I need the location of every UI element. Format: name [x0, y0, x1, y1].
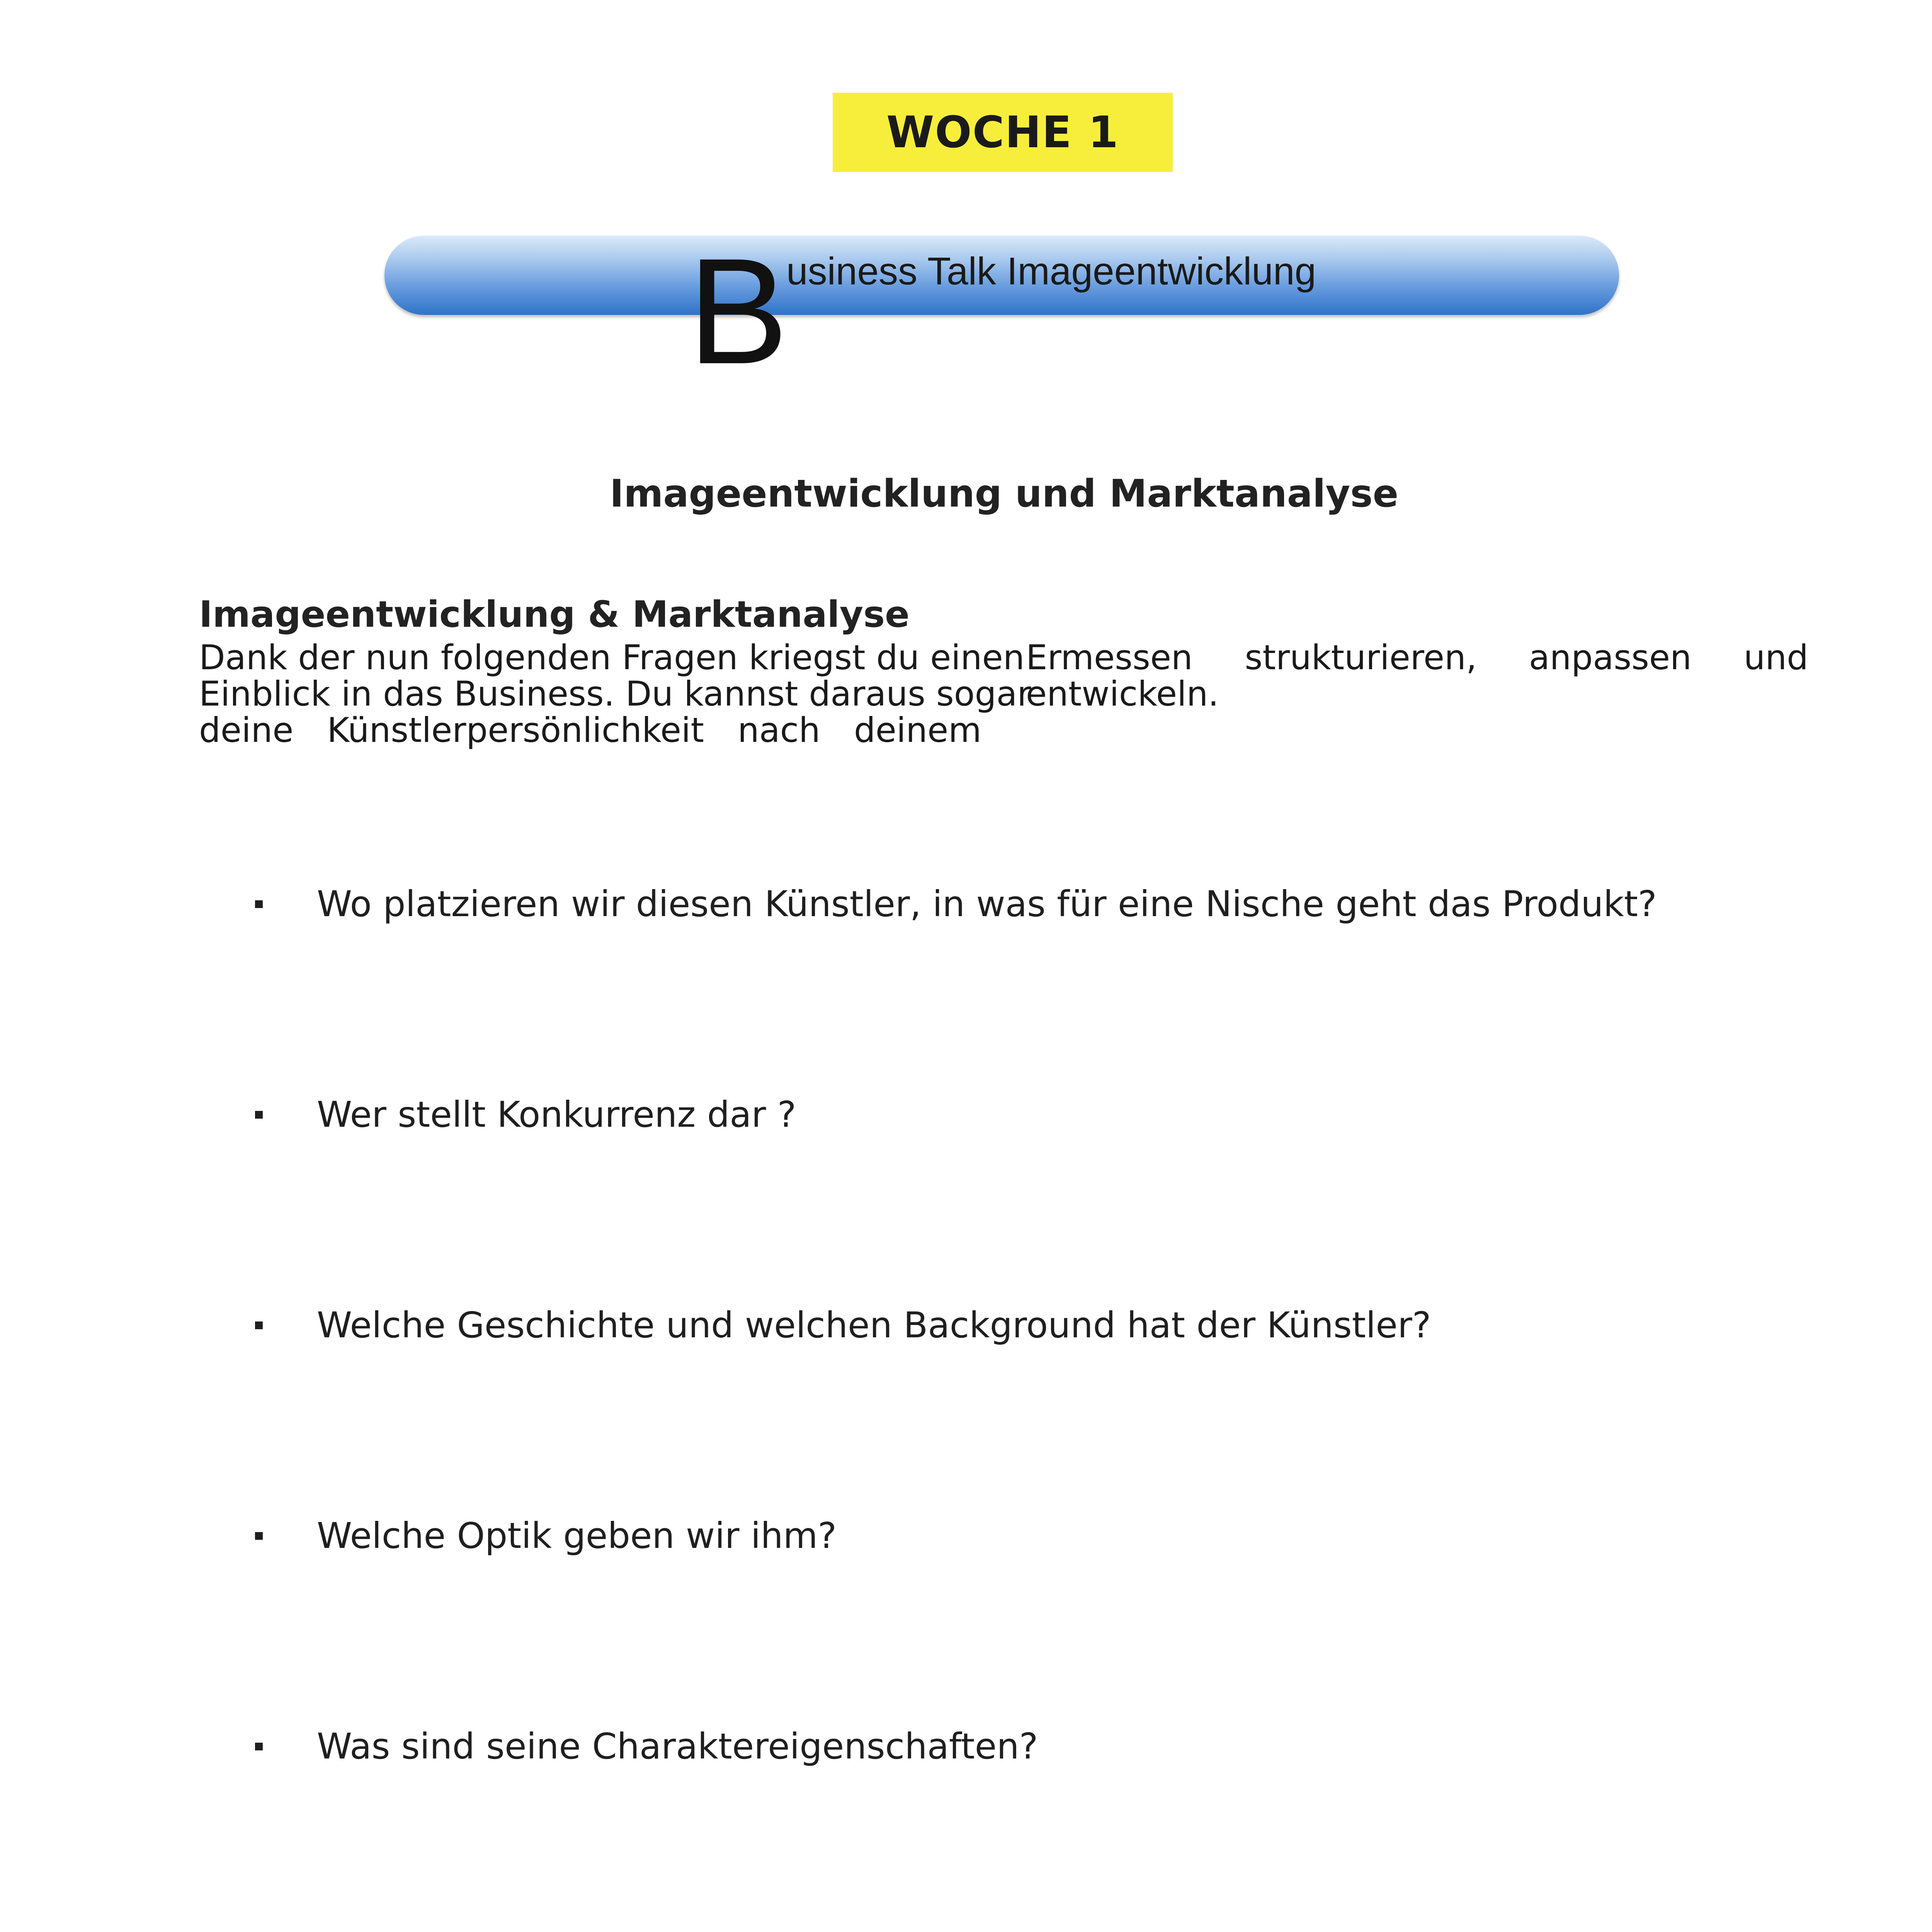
bullet-icon — [255, 1111, 263, 1119]
page-title: Imageentwicklung und Marktanalyse — [609, 472, 1399, 516]
question-text: Welche Geschichte und welchen Background hat der Künstler? — [317, 1304, 1431, 1346]
week-badge-label: WOCHE 1 — [886, 107, 1119, 158]
question-text: Wer stellt Konkurrenz dar ? — [317, 1094, 796, 1135]
question-text: Wo platzieren wir diesen Künstler, in was für eine Nische geht das Produkt? — [317, 883, 1657, 925]
intro-text-left-column — [199, 638, 1031, 750]
intro-line: Ermessen strukturieren, anpassen und — [1026, 638, 1808, 677]
question-item — [255, 1515, 837, 1557]
bullet-icon — [255, 1743, 263, 1750]
chapter-title-initial: B — [688, 227, 789, 395]
question-item — [255, 883, 1657, 925]
intro-line: Dank der nun folgenden Fragen kriegst du einen — [199, 638, 1025, 677]
question-item — [255, 1094, 796, 1136]
bullet-icon — [255, 1532, 263, 1540]
question-item — [255, 1725, 1038, 1768]
intro-line: entwickeln. — [1026, 674, 1219, 714]
intro-line: deine Künstlerpersönlichkeit nach deinem — [199, 710, 981, 750]
intro-line: Einblick in das Business. Du kannst daraus sogar — [199, 674, 1031, 714]
section-heading: Imageentwicklung & Marktanalyse — [199, 594, 910, 636]
question-text: Welche Optik geben wir ihm? — [317, 1515, 837, 1556]
week-badge — [833, 93, 1173, 172]
bullet-icon — [255, 900, 263, 908]
chapter-title-text: usiness Talk Imageentwicklung — [786, 250, 1316, 293]
question-text: Was sind seine Charaktereigenschaften? — [317, 1726, 1038, 1767]
bullet-icon — [255, 1321, 263, 1329]
intro-text-right-column — [1026, 639, 1808, 712]
question-item — [255, 1304, 1431, 1347]
